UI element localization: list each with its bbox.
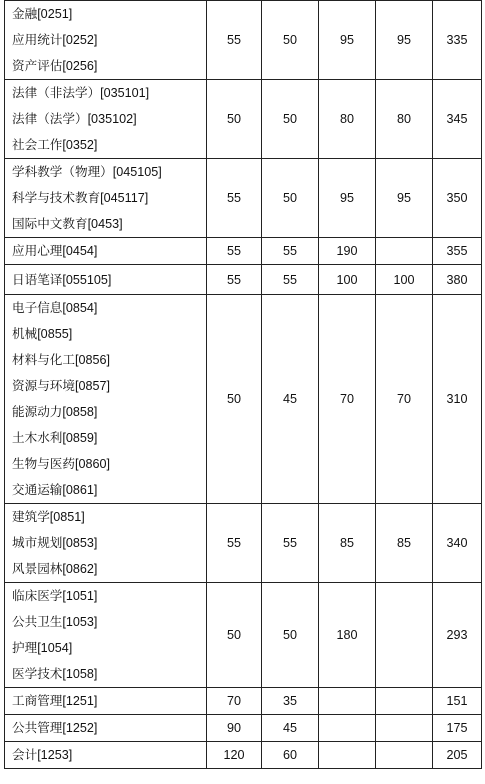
subject2-score: 85: [376, 504, 433, 583]
politics-score: 90: [207, 715, 262, 742]
foreign-language-score: 55: [262, 504, 319, 583]
total-score: 293: [433, 583, 482, 688]
major-name: 城市规划[0853]: [12, 536, 98, 550]
total-score: 175: [433, 715, 482, 742]
subject2-score: [376, 742, 433, 769]
foreign-language-score: 45: [262, 715, 319, 742]
subject2-score: [376, 238, 433, 265]
subject2-score: 95: [376, 159, 433, 238]
table-row: [5, 715, 482, 742]
subject2-score: 80: [376, 80, 433, 159]
major-name: 护理[1054]: [12, 641, 73, 655]
subject1-score: 80: [319, 80, 376, 159]
politics-score: 50: [207, 295, 262, 504]
foreign-language-score: 50: [262, 80, 319, 159]
total-score: 335: [433, 1, 482, 80]
major-name: 能源动力[0858]: [12, 405, 98, 419]
politics-score: 120: [207, 742, 262, 769]
table-row: [5, 504, 482, 583]
major-name: 会计[1253]: [12, 748, 73, 762]
subject1-score: 95: [319, 1, 376, 80]
major-name: 公共管理[1252]: [12, 721, 98, 735]
subject1-score: 95: [319, 159, 376, 238]
foreign-language-score: 55: [262, 238, 319, 265]
major-cell: [5, 715, 207, 742]
table-row: [5, 583, 482, 688]
foreign-language-score: 50: [262, 1, 319, 80]
foreign-language-score: 55: [262, 265, 319, 295]
major-cell: [5, 80, 207, 159]
total-score: 345: [433, 80, 482, 159]
politics-score: 55: [207, 238, 262, 265]
major-name: 交通运输[0861]: [12, 483, 98, 497]
major-name: 临床医学[1051]: [12, 589, 98, 603]
major-name: 资源与环境[0857]: [12, 379, 110, 393]
politics-score: 50: [207, 583, 262, 688]
foreign-language-score: 50: [262, 159, 319, 238]
total-score: 205: [433, 742, 482, 769]
subject1-score: [319, 742, 376, 769]
table-row: [5, 238, 482, 265]
major-cell: [5, 583, 207, 688]
subject1-score: 190: [319, 238, 376, 265]
total-score: 340: [433, 504, 482, 583]
major-name: 材料与化工[0856]: [12, 353, 110, 367]
politics-score: 50: [207, 80, 262, 159]
subject1-score: 180: [319, 583, 376, 688]
major-name: 机械[0855]: [12, 327, 73, 341]
major-cell: [5, 265, 207, 295]
table-row: [5, 1, 482, 80]
major-name: 科学与技术教育[045117]: [12, 191, 149, 205]
total-score: 380: [433, 265, 482, 295]
major-name: 工商管理[1251]: [12, 694, 98, 708]
table-row: [5, 742, 482, 769]
table-row: [5, 80, 482, 159]
major-name: 应用统计[0252]: [12, 33, 98, 47]
total-score: 355: [433, 238, 482, 265]
table-row: [5, 265, 482, 295]
politics-score: 55: [207, 265, 262, 295]
major-name: 医学技术[1058]: [12, 667, 98, 681]
subject2-score: [376, 688, 433, 715]
major-cell: [5, 688, 207, 715]
major-name: 国际中文教育[0453]: [12, 217, 123, 231]
major-name: 法律（非法学）[035101]: [12, 86, 150, 100]
major-name: 公共卫生[1053]: [12, 615, 98, 629]
subject2-score: 70: [376, 295, 433, 504]
major-name: 学科教学（物理）[045105]: [12, 165, 162, 179]
major-name: 土木水利[0859]: [12, 431, 98, 445]
major-cell: [5, 295, 207, 504]
major-name: 法律（法学）[035102]: [12, 112, 137, 126]
major-name: 资产评估[0256]: [12, 59, 98, 73]
total-score: 350: [433, 159, 482, 238]
foreign-language-score: 50: [262, 583, 319, 688]
subject1-score: [319, 715, 376, 742]
subject2-score: 95: [376, 1, 433, 80]
major-cell: [5, 1, 207, 80]
score-table: [4, 0, 482, 769]
subject2-score: [376, 715, 433, 742]
subject1-score: 70: [319, 295, 376, 504]
major-name: 应用心理[0454]: [12, 244, 98, 258]
subject2-score: [376, 583, 433, 688]
major-cell: [5, 159, 207, 238]
major-cell: [5, 742, 207, 769]
score-table-body: [5, 1, 482, 769]
politics-score: 55: [207, 1, 262, 80]
major-cell: [5, 504, 207, 583]
subject1-score: 85: [319, 504, 376, 583]
major-name: 建筑学[0851]: [12, 510, 85, 524]
table-row: [5, 295, 482, 504]
table-row: [5, 159, 482, 238]
politics-score: 55: [207, 159, 262, 238]
major-name: 日语笔译[055105]: [12, 272, 112, 287]
politics-score: 70: [207, 688, 262, 715]
total-score: 151: [433, 688, 482, 715]
major-cell: [5, 238, 207, 265]
foreign-language-score: 35: [262, 688, 319, 715]
major-name: 社会工作[0352]: [12, 138, 98, 152]
major-name: 电子信息[0854]: [12, 301, 98, 315]
foreign-language-score: 45: [262, 295, 319, 504]
table-row: [5, 688, 482, 715]
subject1-score: 100: [319, 265, 376, 295]
subject2-score: 100: [376, 265, 433, 295]
major-name: 生物与医药[0860]: [12, 457, 110, 471]
major-name: 风景园林[0862]: [12, 562, 98, 576]
politics-score: 55: [207, 504, 262, 583]
total-score: 310: [433, 295, 482, 504]
subject1-score: [319, 688, 376, 715]
major-name: 金融[0251]: [12, 7, 73, 21]
foreign-language-score: 60: [262, 742, 319, 769]
